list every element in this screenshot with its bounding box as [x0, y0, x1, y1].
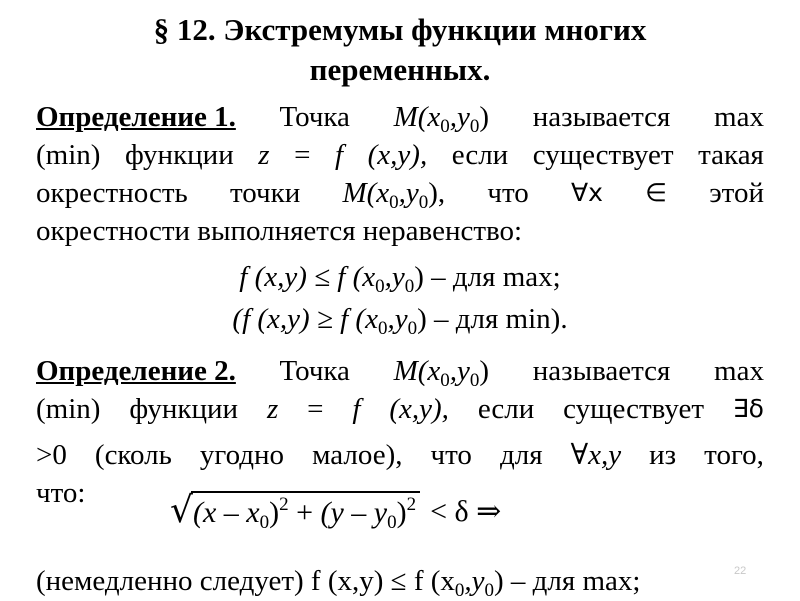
def1-word: называется [532, 101, 671, 133]
def1-line4: окрестности выполняется неравенство: [36, 215, 523, 247]
def2-line2: (min) функции z = f (x,y), если существует ∃δ [36, 390, 764, 428]
inequality-max: f (x,y) ≤ f $(x_0,y_0)$ – для max; [239, 261, 561, 297]
def2-point-expr: $M(x_0,y_0)$ [393, 355, 490, 391]
formula-relation: < δ ⇒ [430, 495, 502, 528]
def1-word: max [714, 101, 764, 133]
def1-line3: окрестность точки $M(x_0,y_0)$, что ∀x ∈ этой [36, 174, 764, 212]
slide-title-line2: переменных. [309, 52, 491, 87]
def1-point-expr: $M(x_0,y_0)$, [342, 177, 446, 213]
def2-line1: Определение 2. Точка $M(x_0,y_0)$ называется max [36, 352, 764, 390]
radicand: $(x - x_0)^2 + (y - y_0)^2$ [191, 491, 420, 533]
slide-title-line1: § 12. Экстремумы функции многих [153, 12, 647, 47]
def2-line3: >0 (сколь угодно малое), что для ∀x,y из того, [36, 436, 764, 474]
slide-number: 22 [734, 565, 747, 577]
forall-xy: ∀x,y [570, 439, 622, 471]
def1-point-expr: $M(x_0,y_0)$ [393, 101, 490, 137]
def2-line4: что: [36, 477, 86, 509]
distance-formula [170, 492, 501, 532]
def1-line1 [36, 98, 764, 136]
conclusion-line: (немедленно следует) f (x,y) ≤ f $(x_0,y_0)$ – для max; [36, 565, 641, 601]
def1-line2: (min) функции z = f (x,y), если существует такая [36, 139, 764, 171]
element-of-symbol: ∈ [645, 178, 667, 207]
forall-symbol: ∀x [571, 178, 603, 207]
square-root [170, 491, 420, 533]
def1-word: Точка [279, 101, 350, 133]
radical-icon: √ [170, 490, 193, 531]
inequality-min: (f (x,y) ≥ f $(x_0,y_0)$ – для min). [232, 303, 568, 339]
def1-heading: Определение 1. [36, 101, 236, 133]
def2-heading: Определение 2. [36, 355, 236, 387]
exists-delta-symbol: ∃δ [732, 394, 764, 423]
